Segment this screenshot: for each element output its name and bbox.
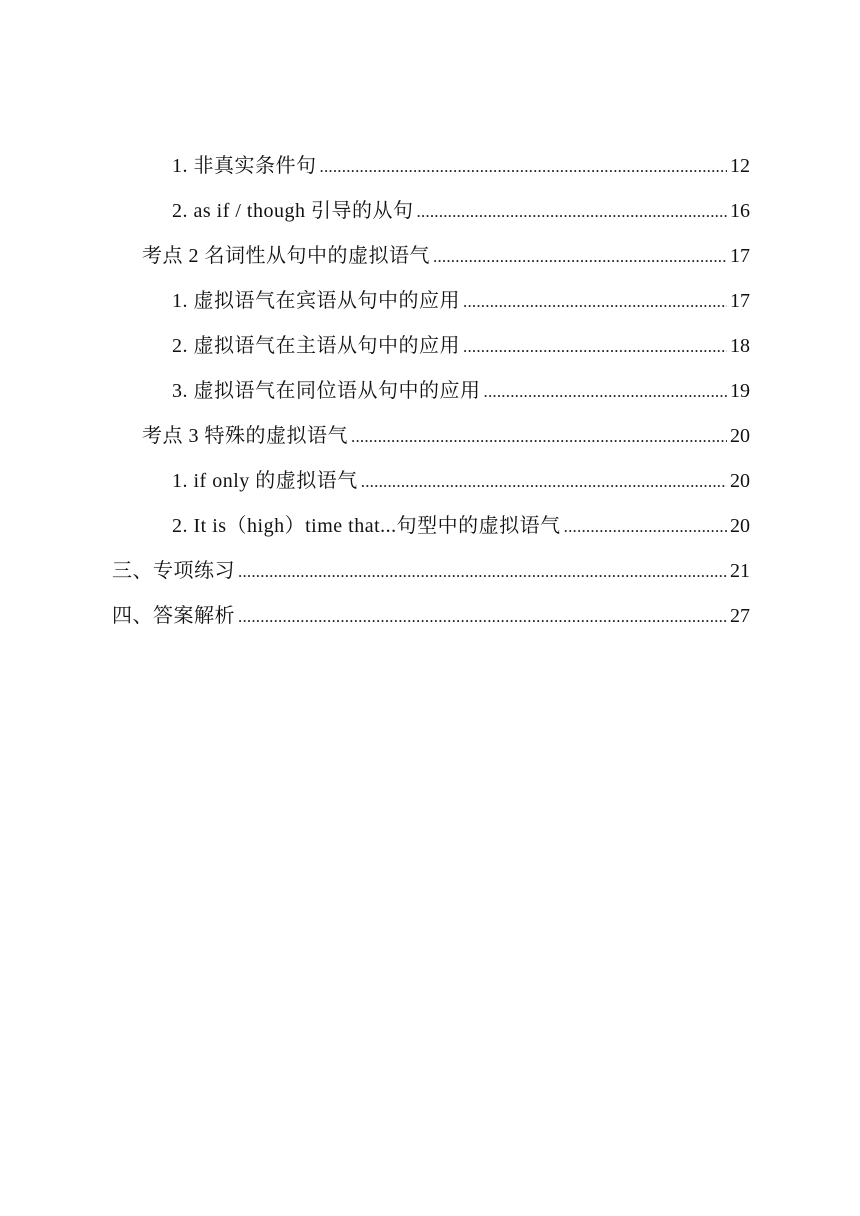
toc-page-number: 17 xyxy=(730,245,750,267)
toc-page-number: 18 xyxy=(730,335,750,357)
toc-dot-leader xyxy=(238,549,727,594)
toc-entry-title: 1. 非真实条件句 xyxy=(172,155,317,177)
toc-entry-title: 3. 虚拟语气在同位语从句中的应用 xyxy=(172,380,481,402)
toc-page-number: 17 xyxy=(730,290,750,312)
toc-page-number: 20 xyxy=(730,470,750,492)
toc-entry-point-3[interactable] xyxy=(0,414,860,459)
toc-dot-leader xyxy=(484,369,728,414)
toc-page-number: 27 xyxy=(730,605,750,627)
toc-dot-leader xyxy=(417,189,728,234)
toc-entry-point-2[interactable] xyxy=(0,234,860,279)
toc-dot-leader xyxy=(361,459,727,504)
toc-entry-if-only[interactable] xyxy=(0,459,860,504)
toc-entry-title: 2. as if / though 引导的从句 xyxy=(172,200,414,222)
toc-entry-title: 2. It is（high）time that...句型中的虚拟语气 xyxy=(172,515,561,537)
toc-entry-appositive-clause[interactable] xyxy=(0,369,860,414)
toc-dot-leader xyxy=(351,414,727,459)
toc-entry-high-time[interactable] xyxy=(0,504,860,549)
toc-entry-nonreal-conditional[interactable] xyxy=(0,144,860,189)
toc-entry-subject-clause[interactable] xyxy=(0,324,860,369)
toc-entry-answers[interactable] xyxy=(0,594,860,639)
toc-entry-as-if-though[interactable] xyxy=(0,189,860,234)
toc-dot-leader xyxy=(433,234,727,279)
toc-entry-title: 三、专项练习 xyxy=(112,560,235,582)
toc-dot-leader xyxy=(238,594,727,639)
toc-entry-title: 2. 虚拟语气在主语从句中的应用 xyxy=(172,335,460,357)
toc-page-number: 21 xyxy=(730,560,750,582)
toc-page-number: 20 xyxy=(730,515,750,537)
toc-entry-title: 1. if only 的虚拟语气 xyxy=(172,470,358,492)
table-of-contents xyxy=(0,144,860,639)
toc-dot-leader xyxy=(320,144,728,189)
toc-entry-object-clause[interactable] xyxy=(0,279,860,324)
toc-entry-title: 考点 2 名词性从句中的虚拟语气 xyxy=(142,245,430,267)
toc-entry-title: 考点 3 特殊的虚拟语气 xyxy=(142,425,348,447)
toc-page-number: 19 xyxy=(730,380,750,402)
toc-dot-leader xyxy=(463,279,727,324)
toc-entry-practice[interactable] xyxy=(0,549,860,594)
toc-page-number: 12 xyxy=(730,155,750,177)
toc-entry-title: 四、答案解析 xyxy=(112,605,235,627)
toc-page-number: 20 xyxy=(730,425,750,447)
toc-page-number: 16 xyxy=(730,200,750,222)
toc-entry-title: 1. 虚拟语气在宾语从句中的应用 xyxy=(172,290,460,312)
toc-dot-leader xyxy=(564,504,727,549)
toc-dot-leader xyxy=(463,324,727,369)
